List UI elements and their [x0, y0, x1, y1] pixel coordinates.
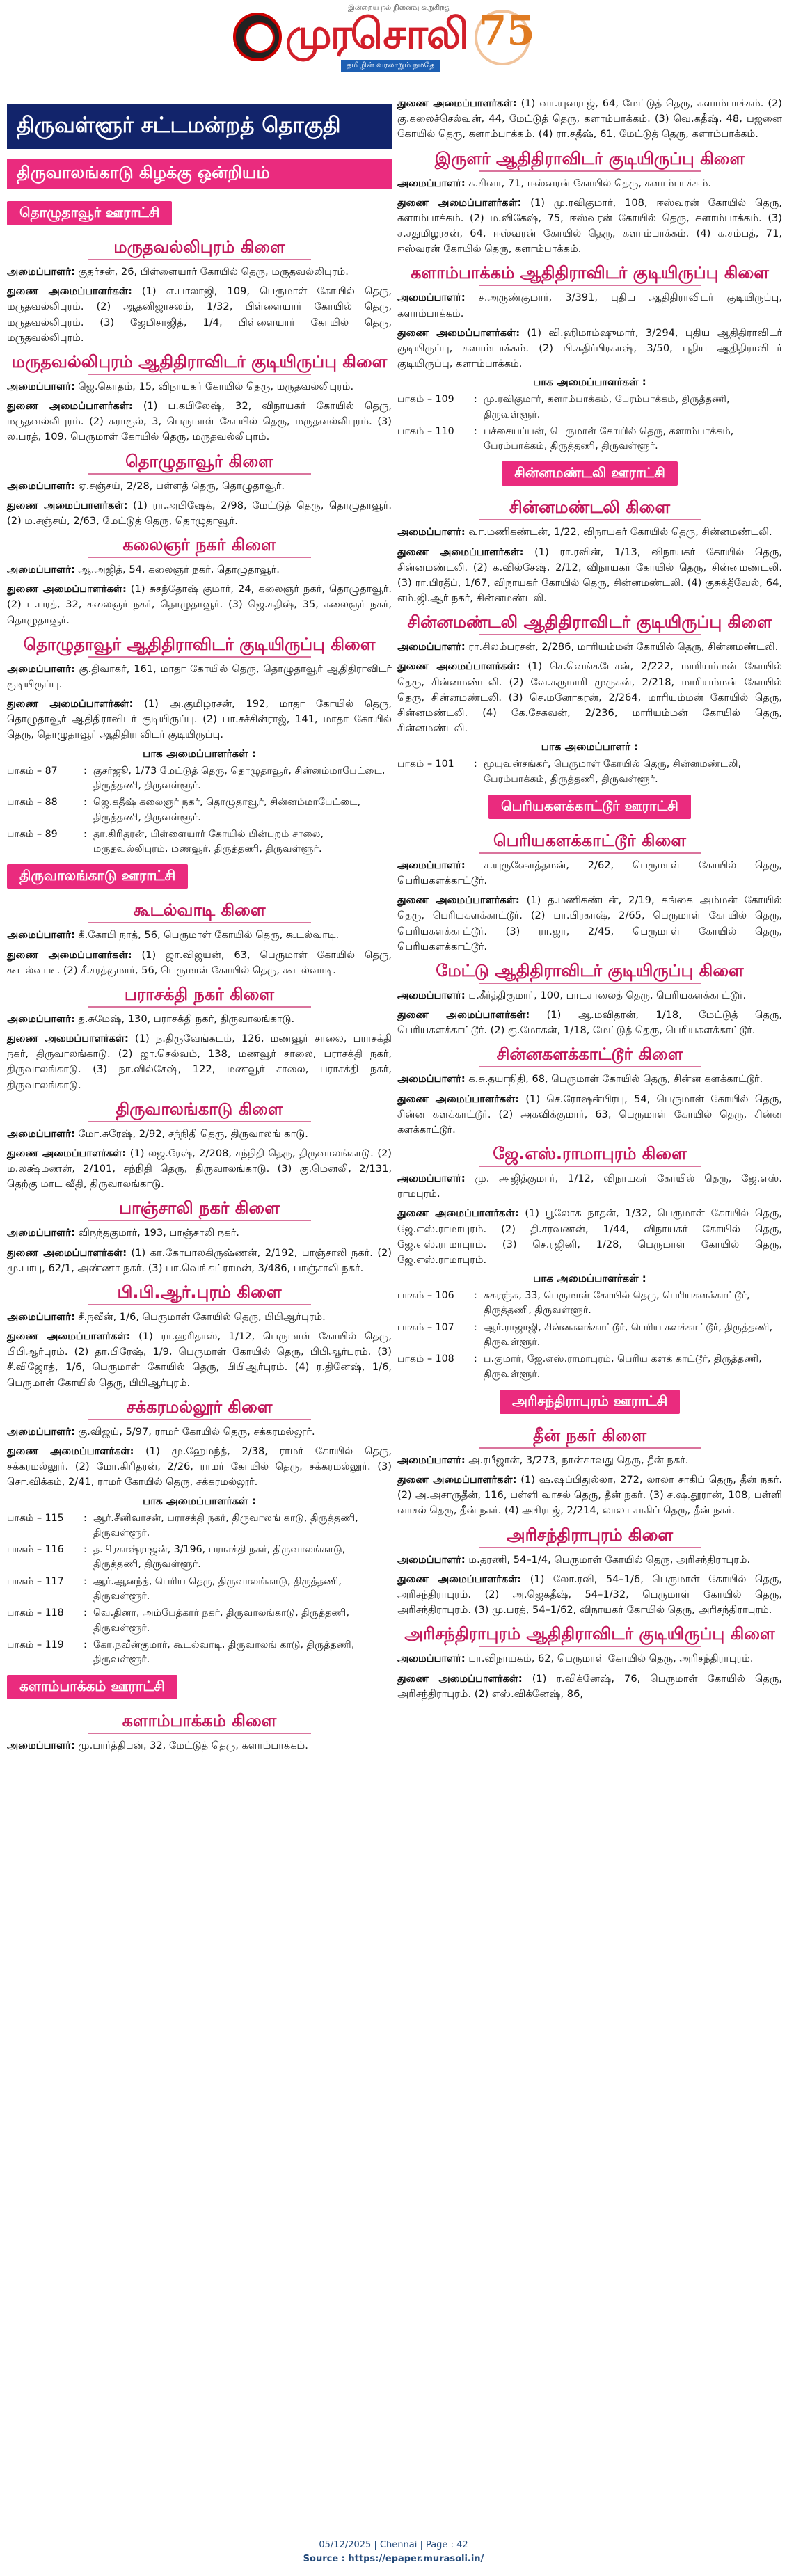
branch-heading-text: தீன் நகர் கிளை	[533, 1425, 646, 1445]
member-details: ச.யுருஷோத்தமன், 2/62, பெருமாள் கோயில் தெரு, பெரியகளக்காட்டூர்.	[397, 859, 782, 887]
role-label: அமைப்பாளர்:	[397, 641, 466, 653]
booth-entry	[397, 757, 782, 787]
anniversary-number: 75	[479, 7, 535, 54]
member-details: (1) ரா.அபிஷேக், 2/98, மேட்டுத் தெரு, தொழுதாவூர். (2) ம.சஞ்சய், 2/63, மேட்டுத் தெரு, தொழுதாவூர்.	[7, 499, 392, 527]
branch-heading-text: கலைஞர் நகர் கிளை	[122, 535, 276, 555]
member-details: க.சு.தயாநிதி, 68, பெருமாள் கோயில் தெரு, சின்ன களக்காட்டூர்.	[465, 1073, 763, 1086]
branch-heading-text: மேட்டு ஆதிதிராவிடர் குடியிருப்பு கிளை	[436, 960, 744, 980]
booth-separator: :	[474, 394, 477, 406]
role-label: அமைப்பாளர்:	[397, 177, 466, 189]
member-details: மோ.சுரேஷ், 2/92, சந்நிதி தெரு, திருவாலங் காடு.	[74, 1127, 308, 1140]
booth-entry	[397, 1352, 782, 1382]
member-entry	[397, 639, 782, 655]
role-label: துணை அமைப்பாளர்கள்:	[397, 1573, 522, 1585]
member-details: சீ.நவீன், 1/6, பெருமாள் கோயில் தெரு, பிபிஆர்புரம்.	[74, 1310, 326, 1323]
branch-heading-text: சின்னகளக்காட்டூர் கிளை	[496, 1044, 683, 1065]
branch-heading	[7, 534, 392, 558]
member-details: பா.விநாயகம், 62, பெருமாள் கோயில் தெரு, அரிசந்திராபுரம்.	[465, 1653, 754, 1665]
masthead-tagline: தமிழின் வரலாறும் நமதே	[341, 60, 440, 72]
branch-heading-text: களாம்பாக்கம் ஆதிதிராவிடர் குடியிருப்பு கிளை	[411, 263, 769, 283]
constituency-title: திருவள்ளூர் சட்டமன்றத் தொகுதி	[7, 104, 392, 149]
branch-heading-text: அரிசந்திராபுரம் ஆதிதிராவிடர் குடியிருப்பு கிளை	[404, 1624, 775, 1644]
member-details: சு.சிவா, 71, ஈஸ்வரன் கோயில் தெரு, களாம்பாக்கம்.	[465, 177, 712, 189]
role-label: துணை அமைப்பாளர்கள்:	[7, 499, 128, 511]
branch-heading	[397, 1525, 782, 1548]
branch-underline	[88, 1121, 311, 1122]
role-label: அமைப்பாளர்:	[397, 526, 466, 539]
panchayat-heading-wrap	[7, 1669, 392, 1705]
masthead-slogan: இன்றைய நல் நினைவு கூறுகிறது	[348, 4, 451, 12]
member-entry	[7, 1146, 392, 1193]
branch-heading-text: களாம்பாக்கம் கிளை	[122, 1711, 277, 1731]
member-details: (1) ரா.ரவின், 1/13, விநாயகர் கோயில் தெரு, சின்னமண்டலி. (2) க.வில்சேஷ், 2/12, விநாயகர் கோயில் தெரு, சின்னமண்டலி. (3) ரா.பிரதீப், 1/67, விநாயகர் கோயில் தெரு, சின்னமண்டலி. (4) குசுக்தீவேல், 64, எம்.ஜி.ஆர் நகர், சின்னமண்டலி.	[397, 546, 782, 605]
branch-heading-text: மருதவல்லிபுரம் கிளை	[113, 237, 285, 257]
booth-organisers-heading: பாக அமைப்பாளர் :	[541, 740, 639, 754]
member-entry	[397, 1472, 782, 1519]
member-entry	[7, 562, 392, 578]
role-label: அமைப்பாளர்:	[7, 479, 75, 492]
branch-heading-text: திருவாலங்காடு கிளை	[116, 1099, 283, 1119]
booth-number: பாகம் – 101	[397, 758, 454, 770]
role-label: துணை அமைப்பாளர்கள்:	[397, 1092, 520, 1105]
member-details: ப.கீர்த்திகுமார், 100, பாடசாலைத் தெரு, பெரியகளக்காட்டூர்.	[465, 989, 747, 1001]
role-label: துணை அமைப்பாளர்கள்:	[7, 1246, 127, 1259]
booth-separator: :	[84, 1512, 87, 1524]
member-entry	[7, 1246, 392, 1276]
branch-underline	[88, 473, 311, 475]
member-details: (1) ர.விக்னேஷ், 76, பெருமாள் கோயில் தெரு, அரிசந்திராபுரம். (2) எஸ்.விக்னேஷ், 86,	[397, 1672, 782, 1700]
booth-organiser: கோ.நவீன்குமார், கூடல்வாடி, திருவாலங் காடு, திருத்தணி, திருவள்ளூர்.	[93, 1639, 355, 1666]
member-details: ஜெ.கொதம், 15, விநாயகர் கோயில் தெரு, மருதவல்லிபுரம்.	[74, 380, 354, 392]
booth-number: பாகம் – 117	[7, 1575, 64, 1587]
booth-entry	[397, 1289, 782, 1319]
member-details: வா.மணிகண்டன், 1/22, விநாயகர் கோயில் தெரு, சின்னமண்டலி.	[465, 526, 772, 539]
role-label: துணை அமைப்பாளர்கள்:	[397, 97, 517, 109]
member-details: (1) ஜா.விஜயன், 63, பெருமாள் கோயில் தெரு, கூடல்வாடி. (2) சீ.சரத்குமார், 56, பெருமாள் கோயில் தெரு, கூடல்வாடி.	[7, 948, 392, 976]
member-entry	[7, 1738, 392, 1754]
branch-heading	[397, 497, 782, 520]
member-details: த.சுமேஷ், 130, பராசக்தி நகர், திருவாலங்காடு.	[74, 1012, 295, 1025]
member-entry	[397, 96, 782, 143]
member-details: ஆ.அஜித், 54, கலைஞர் நகர், தொழுதாவூர்.	[74, 564, 280, 576]
member-entry	[397, 1072, 782, 1087]
branch-underline	[479, 170, 701, 172]
role-label: துணை அமைப்பாளர்கள்:	[397, 660, 520, 673]
role-label: அமைப்பாளர்:	[7, 1310, 75, 1323]
booth-organiser: ஆர்.ஆனந்த், பெரிய தெரு, திருவாலங்காடு, திருத்தணி, திருவள்ளூர்.	[93, 1575, 342, 1602]
role-label: துணை அமைப்பாளர்கள்:	[7, 1033, 129, 1045]
member-entry	[7, 1444, 392, 1490]
branch-heading	[7, 1282, 392, 1305]
branch-underline	[88, 557, 311, 558]
branch-heading	[397, 960, 782, 984]
member-entry	[7, 697, 392, 743]
branch-heading	[397, 612, 782, 635]
booth-separator: :	[84, 1639, 87, 1651]
branch-heading	[7, 1710, 392, 1734]
booth-organiser: மூயுவன்சங்கர், பெருமாள் கோயில் தெரு, சின்னமண்டலி, பேரம்பாக்கம், திருத்தணி, திருவள்ளூர்.	[484, 758, 742, 785]
panchayat-heading-wrap	[397, 789, 782, 825]
member-details: அ.ரபீஜான், 3/273, நான்காவது தெரு, தீன் நகர்.	[465, 1454, 689, 1466]
booth-entry	[7, 1606, 392, 1636]
newspaper-logo: முரசொலி	[285, 10, 468, 58]
role-label: துணை அமைப்பாளர்கள்:	[397, 1009, 530, 1021]
role-label: அமைப்பாளர்:	[397, 1073, 466, 1086]
booth-number: பாகம் – 109	[397, 394, 454, 406]
booth-separator: :	[84, 1607, 87, 1619]
left-column	[7, 104, 392, 1758]
branch-underline	[88, 922, 311, 923]
member-entry	[7, 479, 392, 494]
role-label: அமைப்பாளர்:	[7, 564, 75, 576]
role-label: அமைப்பாளர்:	[397, 1653, 466, 1665]
member-entry	[397, 290, 782, 321]
booth-number: பாகம் – 87	[7, 765, 58, 777]
booth-organiser: ஆர்.சீனிவாசன், பராசக்தி நகர், திருவாலங் காடு, திருத்தணி, திருவள்ளூர்.	[93, 1512, 358, 1539]
booth-organiser: மு.ரவிகுமார், களாம்பாக்கம், பேரம்பாக்கம், திருத்தணி, திருவள்ளூர்.	[484, 394, 730, 420]
member-details: (1) ந.திருவேங்கடம், 126, மணவூர் சாலை, பராசக்தி நகர், திருவாலங்காடு. (2) ஜா.செல்வம், 138, மணவூர் சாலை, பராசக்தி நகர், திருவாலங்காடு. (3) நா.வில்சேஷ், 122, மணவூர் சாலை, பராசக்தி நகர், திருவாலங்காடு.	[7, 1033, 392, 1091]
role-label: அமைப்பாளர்:	[397, 1553, 466, 1566]
booth-number: பாகம் – 107	[397, 1321, 454, 1333]
branch-heading	[7, 900, 392, 923]
branch-heading-text: இருளர் ஆதிதிராவிடர் குடியிருப்பு கிளை	[434, 148, 745, 168]
union-title: திருவாலங்காடு கிழக்கு ஒன்றியம்	[7, 159, 392, 189]
role-label: துணை அமைப்பாளர்கள்:	[7, 583, 127, 596]
booth-number: பாகம் – 106	[397, 1290, 454, 1302]
branch-heading	[397, 1623, 782, 1647]
member-details: (1) ஆ.மவிதரன், 1/18, மேட்டுத் தெரு, பெரியகளக்காட்டூர். (2) கு.மோகன், 1/18, மேட்டுத் தெரு, பெரியகளக்காட்டூர்.	[397, 1009, 782, 1037]
booth-number: பாகம் – 110	[397, 425, 454, 437]
role-label: அமைப்பாளர்:	[397, 292, 466, 304]
member-entry	[397, 1651, 782, 1667]
role-label: துணை அமைப்பாளர்கள்:	[7, 400, 133, 413]
booth-number: பாகம் – 115	[7, 1512, 64, 1524]
page-footer	[0, 2538, 787, 2566]
booth-entry	[397, 1321, 782, 1351]
booth-organiser: ஆர்.ராஜாஜி, சின்னகளக்காட்டூர், பெரிய களக்காட்டூர், திருத்தணி, திருவள்ளூர்.	[484, 1321, 773, 1349]
branch-underline	[88, 259, 311, 260]
branch-underline	[88, 374, 311, 375]
booth-number: பாகம் – 116	[7, 1544, 64, 1556]
booth-organisers-heading: பாக அமைப்பாளர்கள் :	[533, 1272, 646, 1285]
branch-heading-text: பாஞ்சாலி நகர் கிளை	[119, 1198, 280, 1218]
branch-heading	[7, 1397, 392, 1420]
branch-underline	[88, 1006, 311, 1008]
member-entry	[7, 662, 392, 692]
branch-heading	[7, 984, 392, 1008]
member-details: ஏ.சஞ்சய், 2/28, பள்ளத் தெரு, தொழுதாவூர்.	[74, 479, 285, 492]
branch-heading	[7, 1198, 392, 1221]
member-entry	[7, 498, 392, 529]
booth-separator: :	[84, 1544, 87, 1556]
panchayat-heading-wrap	[397, 1384, 782, 1420]
branch-heading	[7, 351, 392, 375]
role-label: துணை அமைப்பாளர்கள்:	[397, 894, 520, 907]
branch-underline	[479, 1547, 701, 1548]
member-details: (1) த.மணிகண்டன், 2/19, கங்கை அம்மன் கோயில் தெரு, பெரியகளக்காட்டூர். (2) பா.பிரகாஷ், 2/65, பெருமாள் கோயில் தெரு, பெரியகளக்காட்டூர். (3) ரா.ஜா, 2/45, பெருமாள் கோயில் தெரு, பெரியகளக்காட்டூர்.	[397, 894, 782, 953]
booth-separator: :	[474, 758, 477, 770]
role-label: துணை அமைப்பாளர்கள்:	[7, 948, 132, 961]
branch-heading	[397, 262, 782, 286]
member-entry	[397, 893, 782, 955]
role-label: அமைப்பாளர்:	[7, 1740, 75, 1752]
member-entry	[7, 284, 392, 346]
branch-underline	[479, 1646, 701, 1647]
role-label: அமைப்பாளர்:	[397, 1172, 466, 1185]
member-entry	[397, 1008, 782, 1038]
member-details: குதர்சன், 26, பிள்ளையார் கோயில் தெரு, மருதவல்லிபுரம்.	[74, 266, 349, 278]
branch-underline	[88, 656, 311, 658]
booth-separator: :	[84, 828, 87, 840]
member-details: கு.விஜய், 5/97, ராமர் கோயில் தெரு, சக்கரமல்லூர்.	[74, 1425, 315, 1438]
booth-number: பாகம் – 118	[7, 1607, 64, 1619]
member-details: (1) செ.வெங்கடேசன், 2/222, மாரியம்மன் கோயில் தெரு, சின்னமண்டலி. (2) வே.கருமாரி முருகன், 2/218, மாரியம்மன் கோயில் தெரு, சின்னமண்டலி. (3) செ.மனோகரன், 2/264, மாரியம்மன் கோயில் தெரு, சின்னமண்டலி. (4) கே.சேகவன், 2/236, மாரியம்மன் கோயில் தெரு, சின்னமண்டலி.	[397, 660, 782, 735]
member-details: (1) அ.குமிழரசன், 192, மாதா கோயில் தெரு, தொழுதாவூர் ஆதிதிராவிடர் குடியிருப்பு. (2) பா.சச்சின்ராஜ், 141, மாதா கோயில் தெரு, தொழுதாவூர் ஆதிதிராவிடர் குடியிருப்பு.	[7, 698, 392, 741]
member-entry	[7, 1424, 392, 1440]
member-entry	[397, 1572, 782, 1619]
anniversary-badge	[475, 7, 535, 64]
booth-number: பாகம் – 89	[7, 828, 58, 840]
member-entry	[397, 196, 782, 257]
branch-heading-text: பி.பி.ஆர்.புரம் கிளை	[117, 1282, 282, 1302]
booth-organiser: ப.குமார், ஜே.எஸ்.ராமாபுரம், பெரிய களக் காட்டூர், திருத்தணி, திருவள்ளூர்.	[484, 1353, 762, 1380]
booth-organiser: சுசுரஞ்சு, 33, பெருமாள் கோயில் தெரு, பெரியகளக்காட்டூர், திருத்தணி, திருவள்ளூர்.	[484, 1290, 750, 1317]
branch-underline	[479, 1447, 701, 1449]
booth-number: பாகம் – 108	[397, 1353, 454, 1365]
booth-separator: :	[84, 765, 87, 777]
member-details: கு.திவாகர், 161, மாதா கோயில் தெரு, தொழுதாவூர் ஆதிதிராவிடர் குடியிருப்பு.	[7, 662, 392, 690]
branch-underline	[479, 1066, 701, 1067]
member-details: விநந்தகுமார், 193, பாஞ்சாலி நகர்.	[74, 1227, 239, 1239]
member-details: (1) ஷ.ஷப்பிதுல்லா, 272, லாலா சாகிப் தெரு, தீன் நகர். (2) அ.அசாருதீன், 116, பள்ளி வாசல் தெரு, தீன் நகர். (3) ச.ஷ.தூரான், 108, பள்ளி வாசல் தெரு, தீன் நகர். (4) அசிராஜ், 2/214, லாலா சாகிப் தெரு, தீன் நகர்.	[397, 1474, 783, 1517]
panchayat-heading: பெரியகளக்காட்டூர் ஊராட்சி	[488, 795, 691, 819]
party-emblem-icon	[233, 13, 282, 61]
booth-organisers-heading: பாக அமைப்பாளர்கள் :	[533, 376, 646, 389]
member-entry	[7, 948, 392, 978]
booth-entry	[7, 1575, 392, 1605]
panchayat-heading: சின்னமண்டலி ஊராட்சி	[502, 461, 678, 486]
branch-underline	[88, 1419, 311, 1420]
role-label: அமைப்பாளர்:	[7, 1012, 75, 1025]
member-details: (1) வா.யுவராஜ், 64, மேட்டுத் தெரு, களாம்பாக்கம். (2) கு.கலைச்செல்வன், 44, மேட்டுத் தெரு, களாம்பாக்கம். (3) வெ.கதீஷ், 48, பஜனை கோயில் தெரு, களாம்பாக்கம். (4) ரா.சதீஷ், 61, மேட்டுத் தெரு, களாம்பாக்கம்.	[397, 97, 782, 141]
role-label: அமைப்பாளர்:	[7, 1227, 75, 1239]
member-details: (1) பூலோக நாதன், 1/32, பெருமாள் கோயில் தெரு, ஜே.எஸ்.ராமாபுரம். (2) தி.சரவணன், 1/44, விநாயகர் கோயில் தெரு, ஜே.எஸ்.ராமாபுரம். (3) செ.ரஜினி, 1/28, பெருமாள் கோயில் தெரு, ஜே.எஸ்.ராமாபுரம்.	[397, 1207, 782, 1266]
branch-heading-text: ஜே.எஸ்.ராமாபுரம் கிளை	[493, 1144, 687, 1164]
booth-separator: :	[474, 1321, 477, 1333]
member-entry	[7, 1225, 392, 1241]
role-label: துணை அமைப்பாளர்கள்:	[397, 1474, 517, 1486]
left-column-body	[7, 196, 392, 1754]
branch-underline	[479, 519, 701, 520]
branch-underline	[479, 852, 701, 854]
member-entry	[397, 1092, 782, 1138]
booth-organiser: த.பிரகாஷ்ராஜன், 3/196, பராசக்தி நகர், திருவாலங்காடு, திருத்தணி, திருவள்ளூர்.	[93, 1544, 346, 1571]
member-details: (1) ப.கபிலேஷ், 32, விநாயகர் கோயில் தெரு, மருதவல்லிபுரம். (2) சுராகுல், 3, பெருமாள் கோயில் தெரு, மருதவல்லிபுரம். (3) ல.பரத், 109, பெருமாள் கோயில் தெரு, மருதவல்லிபுரம்.	[7, 400, 392, 443]
member-details: (1) லோ.ரவி, 54–1/6, பெருமாள் கோயில் தெரு, அரிசந்திராபுரம். (2) அ.ஜெகதீஷ், 54–1/32, பெருமாள் கோயில் தெரு, அரிசந்திராபுரம். (3) மு.பரத், 54–1/62, விநாயகர் கோயில் தெரு, அரிசந்திராபுரம்.	[397, 1573, 782, 1616]
branch-underline	[88, 1304, 311, 1305]
role-label: துணை அமைப்பாளர்கள்:	[397, 546, 524, 558]
booth-organisers-heading: பாக அமைப்பாளர்கள் :	[143, 1494, 256, 1507]
booth-entry	[7, 764, 392, 794]
branch-heading	[7, 1099, 392, 1122]
member-entry	[397, 858, 782, 889]
member-details: ச.அருண்குமார், 3/391, புதிய ஆதிதிராவிடர் குடியிருப்பு, களாம்பாக்கம்.	[397, 292, 782, 319]
member-entry	[397, 1453, 782, 1468]
booth-organiser: குசர்ஜூ, 1/73 மேட்டுத் தெரு, தொழுதாவூர், சின்னம்மாபேட்டை, திருத்தணி, திருவள்ளூர்.	[93, 765, 385, 791]
booth-entry	[7, 1511, 392, 1541]
member-details: ரா.சிலம்பரசன், 2/286, மாரியம்மன் கோயில் தெரு, சின்னமண்டலி.	[465, 641, 779, 653]
branch-heading-text: கூடல்வாடி கிளை	[133, 900, 266, 921]
member-entry	[397, 545, 782, 607]
booth-separator: :	[474, 425, 477, 437]
branch-heading-text: தொழுதாவூர் கிளை	[125, 451, 273, 471]
booth-entry	[7, 795, 392, 825]
member-details: ம.தரணி, 54–1/4, பெருமாள் கோயில் தெரு, அரிசந்திராபுரம்.	[465, 1553, 751, 1566]
member-details: மு. அஜித்குமார், 1/12, விநாயகர் கோயில் தெரு, ஜே.எஸ். ராமபுரம்.	[397, 1172, 782, 1200]
member-details: கீ.கோபி நாத், 56, பெருமாள் கோயில் தெரு, கூடல்வாடி.	[74, 929, 340, 941]
member-details: (1) மு.ஹேமந்த், 2/38, ராமர் கோயில் தெரு, சக்கரமல்லூர். (2) மோ.கிரிதரன், 2/26, ராமர் கோயில் தெரு, சக்கரமல்லூர். (3) சொ.விக்கம், 2/41, ராமர் கோயில் தெரு, சக்கரமல்லூர்.	[7, 1445, 392, 1488]
role-label: அமைப்பாளர்:	[7, 1425, 75, 1438]
branch-heading-text: பராசக்தி நகர் கிளை	[124, 984, 275, 1004]
role-label: துணை அமைப்பாளர்கள்:	[7, 1330, 131, 1343]
branch-heading	[397, 148, 782, 172]
member-entry	[397, 326, 782, 372]
role-label: துணை அமைப்பாளர்கள்:	[397, 1672, 523, 1685]
member-entry	[397, 176, 782, 191]
member-details: (1) ரா.ஹரிதாஸ், 1/12, பெருமாள் கோயில் தெரு, பிபிஆர்புரம். (2) தா.பிரேஷ், 1/9, பெருமாள் கோயில் தெரு, பிபிஆர்புரம். (3) சீ.விஜோத், 1/6, பெருமாள் கோயில் தெரு, பிபிஆர்புரம். (4) ர.தினேஷ், 1/6, பெருமாள் கோயில் தெரு, பிபிஆர்புரம்.	[7, 1330, 392, 1389]
panchayat-heading: களாம்பாக்கம் ஊராட்சி	[7, 1675, 177, 1699]
role-label: அமைப்பாளர்:	[7, 662, 75, 675]
masthead	[0, 0, 787, 104]
member-entry	[7, 1031, 392, 1093]
booth-organiser: ஜெ.கதீஷ் கலைஞர் நகர், தொழுதாவூர், சின்னம்மாபேட்டை, திருத்தணி, திருவள்ளூர்.	[93, 797, 361, 823]
member-entry	[397, 1671, 782, 1702]
branch-heading	[7, 451, 392, 475]
member-entry	[397, 1171, 782, 1202]
booth-entry	[397, 392, 782, 422]
member-details: (1) வி.ஹிமாம்ஷுமார், 3/294, புதிய ஆதிதிராவிடர் குடியிருப்பு, களாம்பாக்கம். (2) பி.சுதிர்பிரகாஷ், 3/50, புதிய ஆதிதிராவிடர் குடியிருப்பு, களாம்பாக்கம்.	[397, 326, 782, 370]
member-details: (1) செ.ரோஷன்பிரபு, 54, பெருமாள் கோயில் தெரு, சின்ன களக்காட்டூர். (2) அகவிக்குமார், 63, பெருமாள் கோயில் தெரு, சின்ன களக்காட்டூர்.	[397, 1092, 782, 1136]
booth-organisers-heading: பாக அமைப்பாளர்கள் :	[143, 747, 256, 760]
role-label: துணை அமைப்பாளர்கள்:	[7, 1147, 127, 1159]
member-entry	[7, 264, 392, 280]
branch-heading-text: சக்கரமல்லூர் கிளை	[126, 1397, 273, 1417]
branch-underline	[88, 1220, 311, 1221]
branch-underline	[479, 634, 701, 635]
branch-heading	[7, 634, 392, 658]
role-label: அமைப்பாளர்:	[7, 929, 75, 941]
member-details: மு.பார்த்திபன், 32, மேட்டுத் தெரு, களாம்பாக்கம்.	[74, 1740, 308, 1752]
booth-entry	[397, 424, 782, 454]
booth-separator: :	[84, 1575, 87, 1587]
role-label: அமைப்பாளர்:	[7, 380, 75, 392]
member-details: (1) லஜ.ரேஷ், 2/208, சந்நிதி தெரு, திருவாலங்காடு. (2) ம.லக்ஷ்மணன், 2/101, சந்நிதி தெரு, திருவாலங்காடு. (3) கு.மெனலி, 2/131, தெற்கு மாட வீதி, திருவாலங்காடு.	[7, 1147, 392, 1191]
panchayat-heading: திருவாலங்காடு ஊராட்சி	[7, 864, 188, 889]
role-label: துணை அமைப்பாளர்கள்:	[397, 1207, 519, 1220]
member-entry	[397, 988, 782, 1003]
role-label: அமைப்பாளர்:	[7, 266, 75, 278]
panchayat-heading-wrap	[7, 859, 392, 894]
role-label: துணை அமைப்பாளர்கள்:	[7, 1445, 134, 1457]
branch-heading	[397, 830, 782, 854]
booth-entry	[7, 1543, 392, 1573]
member-entry	[397, 1552, 782, 1568]
booth-organiser: வெ.தினா, அம்பேத்கார் நகர், திருவாலங்காடு, திருத்தணி, திருவள்ளூர்.	[93, 1607, 350, 1634]
booth-separator: :	[474, 1290, 477, 1302]
branch-heading-text: சின்னமண்டலி ஆதிதிராவிடர் குடியிருப்பு கிளை	[407, 612, 772, 633]
right-column	[397, 96, 782, 1706]
member-entry	[7, 1310, 392, 1325]
branch-heading	[397, 1044, 782, 1067]
branch-heading	[397, 1143, 782, 1167]
member-entry	[7, 379, 392, 395]
panchayat-heading-wrap	[397, 456, 782, 491]
role-label: அமைப்பாளர்:	[397, 989, 466, 1001]
right-column-body	[397, 96, 782, 1702]
role-label: துணை அமைப்பாளர்கள்:	[397, 326, 520, 339]
panchayat-heading: தொழுதாவூர் ஊராட்சி	[7, 201, 172, 225]
member-details: (1) சுசந்தோஷ் குமார், 24, கலைஞர் நகர், தொழுதாவூர். (2) ப.பரத், 32, கலைஞர் நகர், தொழுதாவூர். (3) ஜெ.கதிஷ், 35, கலைஞர் நகர், தொழுதாவூர்.	[7, 583, 392, 626]
booth-number: பாகம் – 119	[7, 1639, 64, 1651]
footer-source-link[interactable]: Source : https://epaper.murasoli.in/	[303, 2553, 484, 2564]
member-entry	[7, 399, 392, 445]
booth-entry	[7, 1638, 392, 1668]
role-label: துணை அமைப்பாளர்கள்:	[397, 196, 522, 209]
role-label: துணை அமைப்பாளர்கள்:	[7, 285, 132, 298]
member-entry	[7, 582, 392, 628]
branch-heading	[397, 1425, 782, 1449]
branch-underline	[479, 983, 701, 984]
booth-separator: :	[84, 797, 87, 809]
member-entry	[7, 928, 392, 943]
role-label: அமைப்பாளர்:	[397, 1454, 466, 1466]
booth-number: பாகம் – 88	[7, 797, 58, 809]
branch-underline	[88, 1733, 311, 1734]
booth-organiser: தா.கிரிதரன், பிள்ளையார் கோயில் பின்புறம் சாலை, மருதவல்லிபுரம், மணவூர், திருத்தணி, திருவள்ளூர்.	[93, 828, 324, 855]
branch-heading-text: அரிசந்திராபுரம் கிளை	[506, 1525, 674, 1545]
member-details: (1) கா.கோபாலகிருஷ்ணன், 2/192, பாஞ்சாலி நகர். (2) மு.பாபு, 62/1, அண்ணா நகர். (3) பா.வெங்கட்ராமன், 3/486, பாஞ்சாலி நகர்.	[7, 1246, 392, 1274]
member-details: (1) எ.பாலாஜி, 109, பெருமாள் கோயில் தெரு, மருதவல்லிபுரம். (2) ஆதனிஜாசலம், 1/32, பிள்ளையார் கோயில் தெரு, மருதவல்லிபுரம். (3) ஜேமிசாஜித், 1/4, பிள்ளையார் கோயில் தெரு, மருதவல்லிபுரம்.	[7, 285, 392, 344]
role-label: அமைப்பாளர்:	[7, 1127, 75, 1140]
booth-organiser: பச்சையப்பன், பெருமாள் கோயில் தெரு, களாம்பாக்கம், பேரம்பாக்கம், திருத்தணி, திருவள்ளூர்.	[484, 425, 734, 452]
booth-separator: :	[474, 1353, 477, 1365]
member-entry	[7, 1012, 392, 1027]
member-entry	[397, 525, 782, 540]
footer-date-line: 05/12/2025 | Chennai | Page : 42	[319, 2540, 468, 2550]
member-entry	[397, 659, 782, 736]
branch-heading	[7, 237, 392, 260]
branch-underline	[479, 1166, 701, 1167]
member-entry	[7, 1127, 392, 1142]
panchayat-heading-wrap	[7, 196, 392, 231]
role-label: அமைப்பாளர்:	[397, 859, 466, 871]
branch-heading-text: பெரியகளக்காட்டூர் கிளை	[493, 830, 686, 850]
branch-heading-text: தொழுதாவூர் ஆதிதிராவிடர் குடியிருப்பு கிளை	[23, 634, 376, 654]
role-label: துணை அமைப்பாளர்கள்:	[7, 698, 134, 710]
branch-heading-text: சின்னமண்டலி கிளை	[509, 498, 671, 518]
panchayat-heading: அரிசந்திராபுரம் ஊராட்சி	[500, 1390, 681, 1414]
branch-underline	[479, 285, 701, 286]
member-details: (1) மு.ரவிகுமார், 108, ஈஸ்வரன் கோயில் தெரு, களாம்பாக்கம். (2) ம.விகேஷ், 75, ஈஸ்வரன் கோயில் தெரு, களாம்பாக்கம். (3) ச.சதுமிழரசன், 64, ஈஸ்வரன் கோயில் தெரு, களாம்பாக்கம். (4) க.சம்பத், 71, ஈஸ்வரன் கோயில் தெரு, களாம்பாக்கம்.	[397, 196, 782, 255]
booth-entry	[7, 827, 392, 857]
member-entry	[7, 1329, 392, 1391]
branch-heading-text: மருதவல்லிபுரம் ஆதிதிராவிடர் குடியிருப்பு கிளை	[11, 351, 388, 372]
member-entry	[397, 1206, 782, 1268]
